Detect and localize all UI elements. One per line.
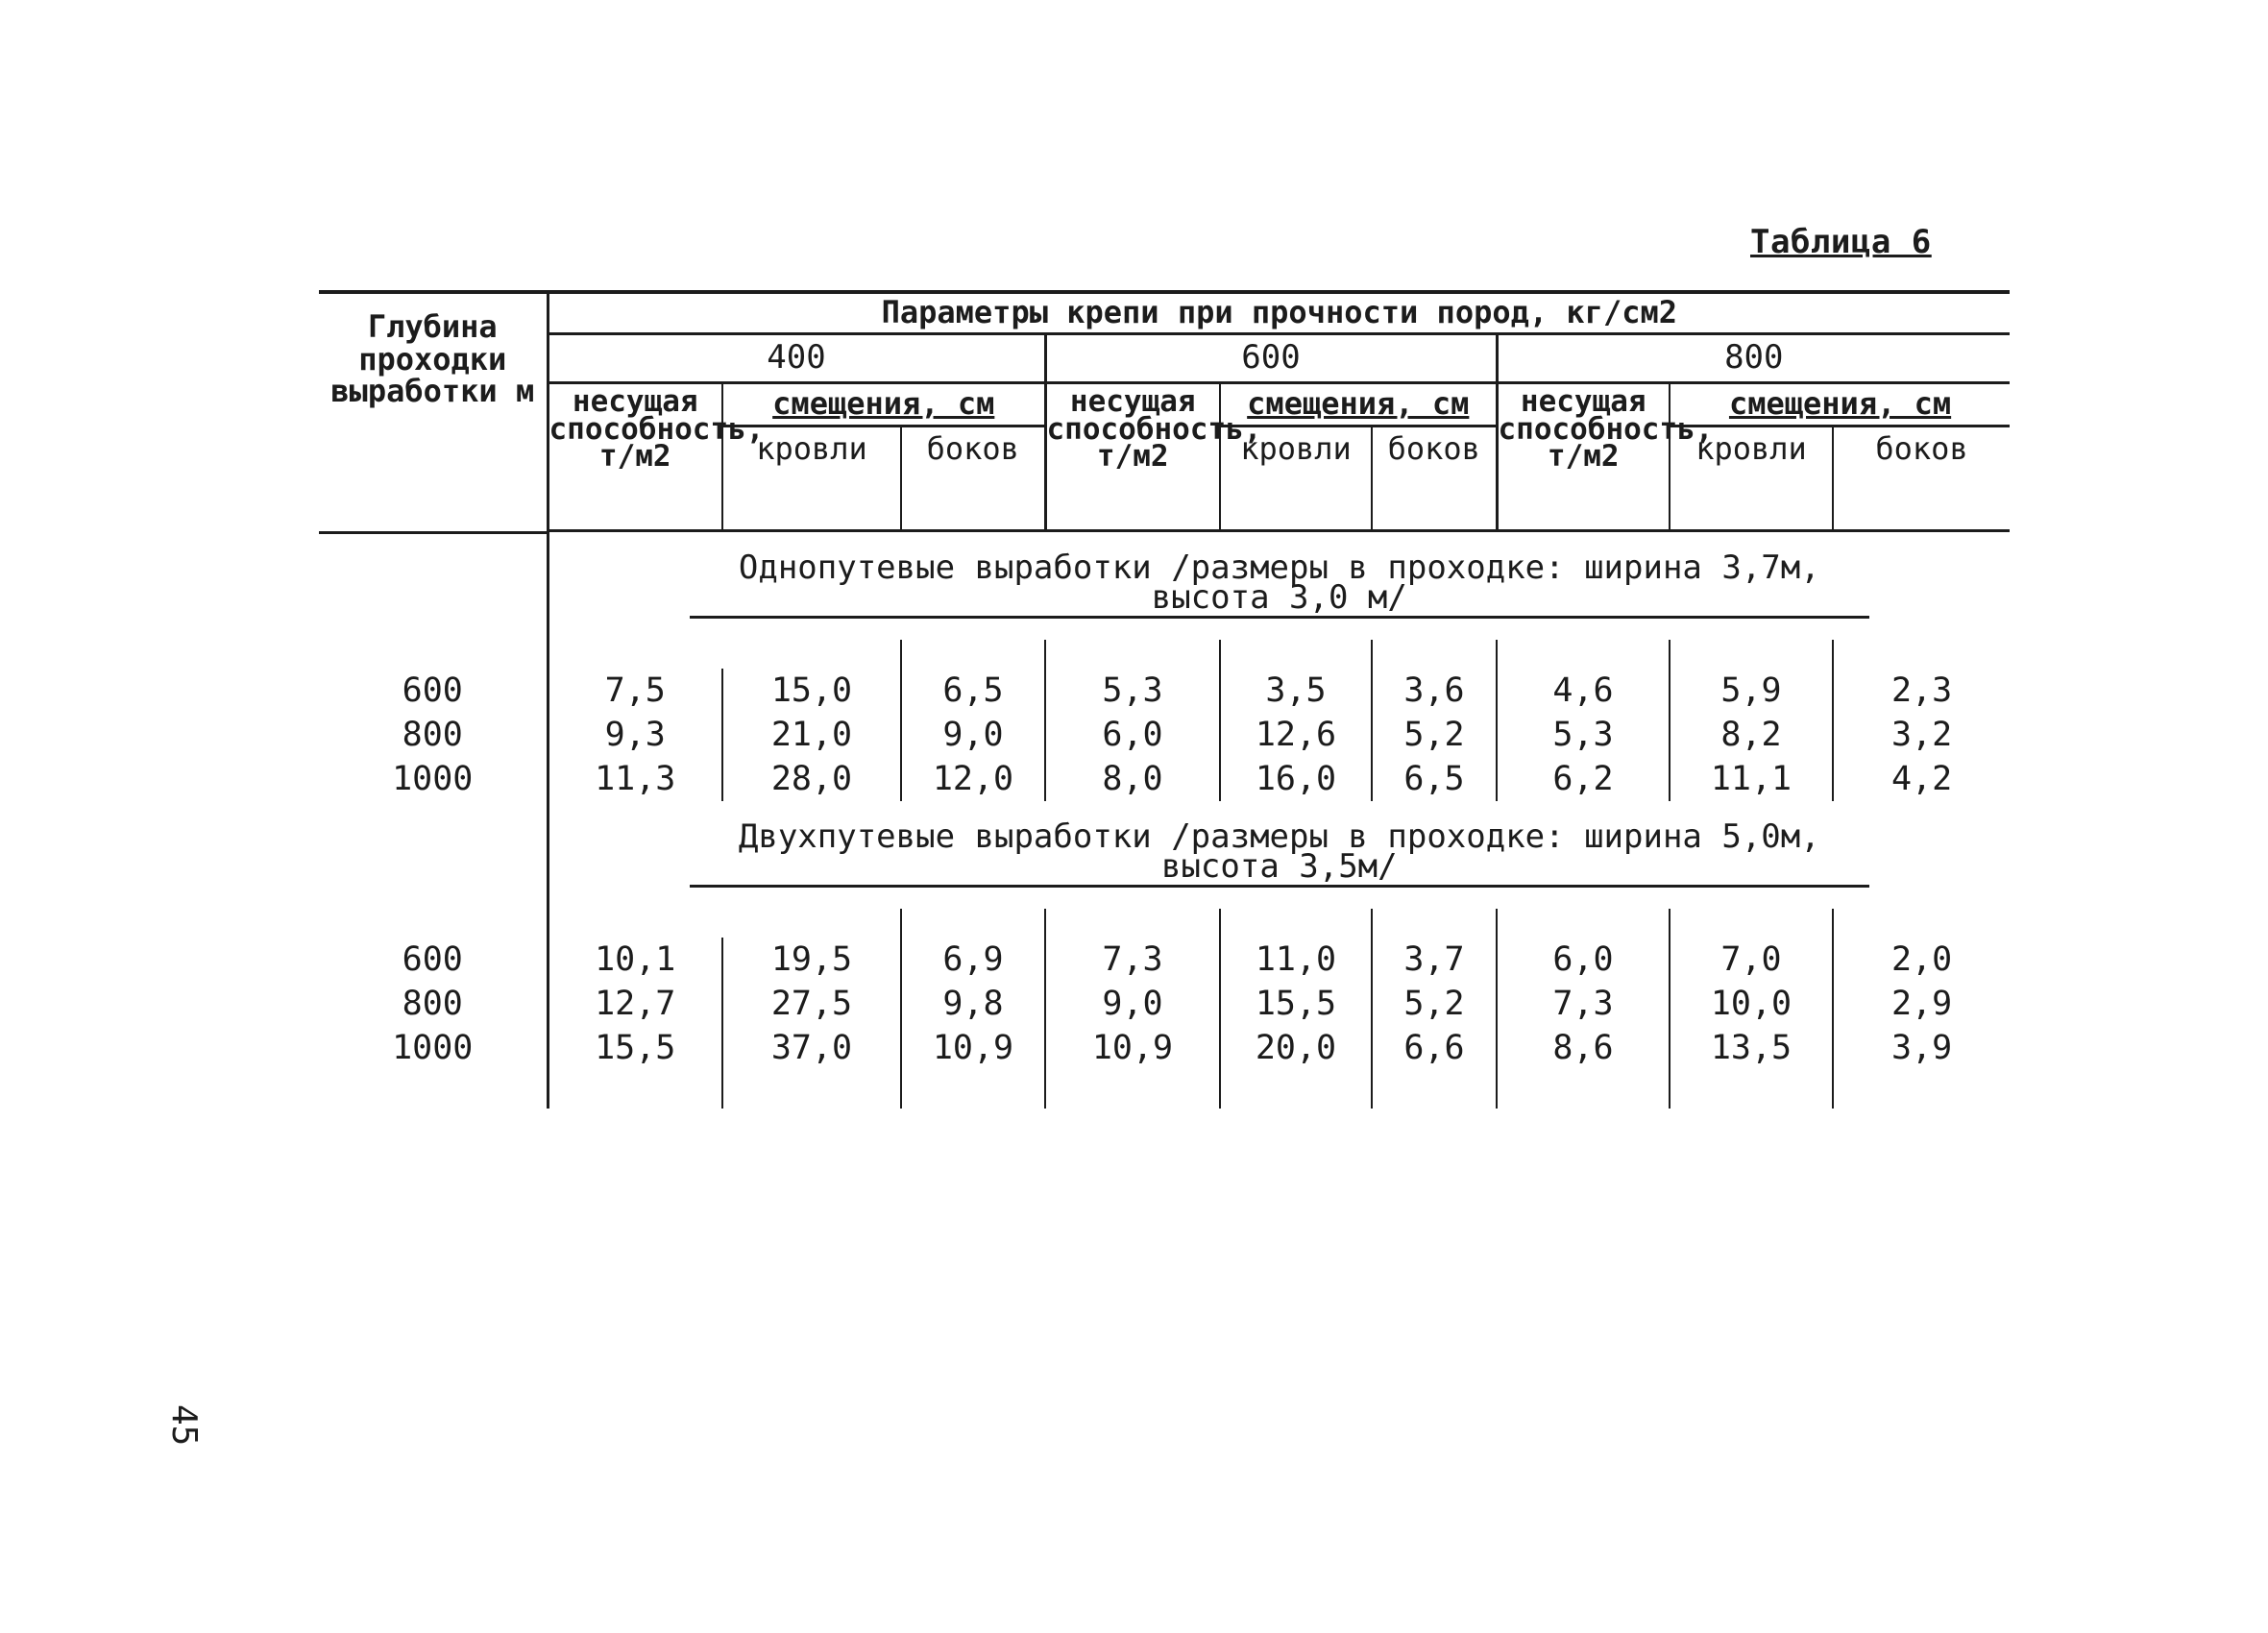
depth-cell: 600 [319, 938, 548, 982]
value-cell: 5,2 [1372, 982, 1497, 1026]
value-cell: 4,2 [1890, 759, 1953, 798]
strength-800: 800 [1497, 334, 2010, 383]
section-title-line2: высота 3,0 м/ [1151, 577, 1407, 617]
value-cell: 3,2 [1890, 715, 1953, 754]
value-cell: 7,5 [604, 670, 666, 710]
value-cell: 3,6 [1372, 669, 1497, 713]
value-cell: 6,0 [1497, 938, 1670, 982]
depth-cell: 1000 [319, 1026, 548, 1070]
header-row-groups [319, 383, 2010, 427]
value-cell: 19,5 [722, 938, 901, 982]
table-row [319, 669, 2010, 713]
value-cell: 27,5 [722, 982, 901, 1026]
section-title-double-track [319, 801, 2010, 909]
displacement-label: смещения, см [772, 385, 995, 423]
header-row-title [319, 292, 2010, 334]
sides-header-400: боков [901, 427, 1045, 531]
value-cell: 3,7 [1372, 938, 1497, 982]
displacement-header-400 [722, 383, 1045, 427]
table-row [319, 713, 2010, 757]
table-row [319, 1026, 2010, 1070]
value-cell: 3,5 [1220, 669, 1372, 713]
value-cell: 7,3 [1045, 938, 1220, 982]
sides-header-600: боков [1372, 427, 1497, 531]
main-header: Параметры крепи при прочности пород, кг/см2 [548, 292, 2010, 334]
value-cell: 28,0 [722, 757, 901, 801]
section-title-single-track [319, 532, 2010, 640]
value-cell: 6,6 [1372, 1026, 1497, 1070]
value-cell: 16,0 [1220, 757, 1372, 801]
roof-header-400: кровли [722, 427, 901, 531]
section-title [690, 816, 1869, 888]
value-cell: 20,0 [1220, 1026, 1372, 1070]
value-cell: 6,2 [1497, 757, 1670, 801]
value-cell: 8,6 [1497, 1026, 1670, 1070]
table-row [319, 982, 2010, 1026]
displacement-label: смещения, см [1247, 385, 1470, 423]
section-title-line1: Двухпутевые выработки /размеры в проходке: ширина 5,0м, [738, 816, 1820, 856]
bearing-header-800: несущая способность, т/м2 [1497, 383, 1670, 531]
section-title-line1: Однопутевые выработки /размеры в проходке: ширина 3,7м, [738, 548, 1820, 587]
depth-cell: 600 [319, 669, 548, 713]
strength-400: 400 [548, 334, 1045, 383]
displacement-header-800 [1670, 383, 2010, 427]
bearing-header-600: несущая способность, т/м2 [1045, 383, 1220, 531]
value-cell: 8,2 [1670, 713, 1833, 757]
value-cell: 6,0 [1045, 713, 1220, 757]
table-row [319, 938, 2010, 982]
value-cell: 15,5 [1220, 982, 1372, 1026]
value-cell: 9,0 [1045, 982, 1220, 1026]
sides-header-800: боков [1833, 427, 2010, 531]
displacement-header-600 [1220, 383, 1497, 427]
roof-header-600: кровли [1220, 427, 1372, 531]
value-cell: 6,9 [901, 938, 1045, 982]
value-cell: 10,9 [901, 1026, 1045, 1070]
value-cell: 13,5 [1670, 1026, 1833, 1070]
value-cell: 5,9 [1670, 669, 1833, 713]
value-cell: 10,9 [1045, 1026, 1220, 1070]
depth-cell: 1000 [319, 757, 548, 801]
value-cell: 6,5 [901, 669, 1045, 713]
value-cell: 8,0 [1045, 757, 1220, 801]
strength-600: 600 [1045, 334, 1497, 383]
depth-cell: 800 [319, 713, 548, 757]
value-cell: 6,5 [1372, 757, 1497, 801]
value-cell: 9,0 [901, 713, 1045, 757]
value-cell: 12,7 [595, 984, 676, 1023]
value-cell: 12,6 [1220, 713, 1372, 757]
section-title-line2: высота 3,5м/ [1160, 846, 1398, 886]
value-cell: 10,1 [595, 939, 676, 979]
value-cell: 5,3 [1497, 713, 1670, 757]
value-cell: 15,5 [595, 1028, 676, 1067]
depth-header: Глубина проходки выработки м [319, 292, 548, 532]
support-parameters-table [319, 290, 2010, 1109]
value-cell: 2,9 [1890, 984, 1953, 1023]
displacement-label: смещения, см [1728, 385, 1952, 423]
value-cell: 21,0 [722, 713, 901, 757]
value-cell: 10,0 [1670, 982, 1833, 1026]
value-cell: 9,3 [604, 715, 666, 754]
value-cell: 2,3 [1890, 670, 1953, 710]
value-cell: 5,2 [1372, 713, 1497, 757]
roof-header-800: кровли [1670, 427, 1833, 531]
header-row-strengths [319, 334, 2010, 383]
table-caption: Таблица 6 [1750, 223, 1932, 261]
bearing-header-400: несущая способность, т/м2 [548, 383, 722, 531]
value-cell: 11,1 [1670, 757, 1833, 801]
value-cell: 12,0 [901, 757, 1045, 801]
depth-cell: 800 [319, 982, 548, 1026]
value-cell: 5,3 [1045, 669, 1220, 713]
table-row [319, 757, 2010, 801]
value-cell: 9,8 [901, 982, 1045, 1026]
value-cell: 15,0 [722, 669, 901, 713]
value-cell: 11,0 [1220, 938, 1372, 982]
value-cell: 11,3 [595, 759, 676, 798]
value-cell: 7,3 [1497, 982, 1670, 1026]
value-cell: 4,6 [1497, 669, 1670, 713]
value-cell: 3,9 [1890, 1028, 1953, 1067]
value-cell: 2,0 [1890, 939, 1953, 979]
value-cell: 7,0 [1670, 938, 1833, 982]
value-cell: 37,0 [722, 1026, 901, 1070]
section-title [690, 548, 1869, 619]
page-number: 45 [164, 1404, 204, 1447]
